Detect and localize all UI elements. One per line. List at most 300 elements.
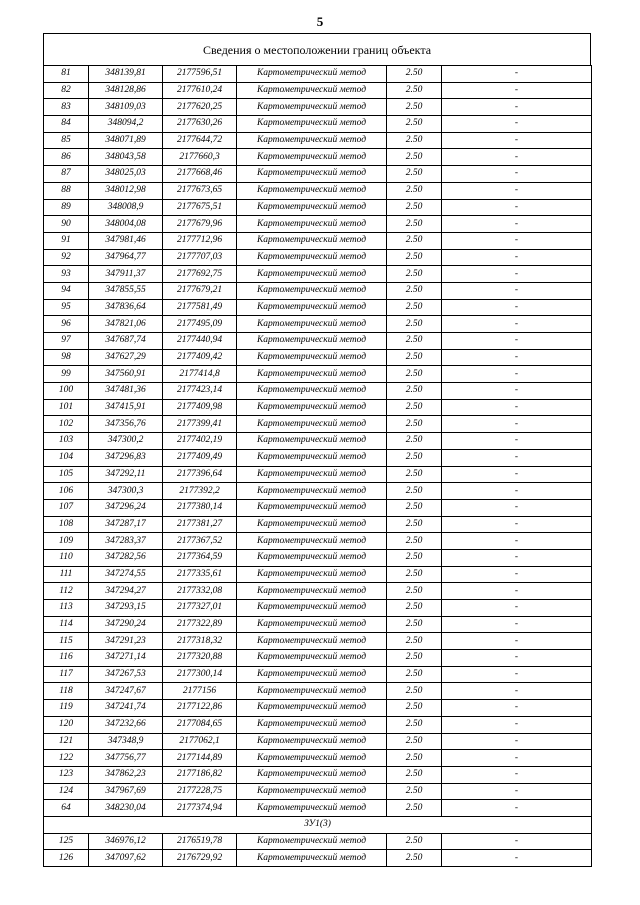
cell-point-number: 87 [44, 166, 89, 183]
cell-coordinate-x: 347627,29 [89, 349, 163, 366]
cell-accuracy: 2.50 [387, 249, 442, 266]
cell-coordinate-x: 347290,24 [89, 616, 163, 633]
cell-coordinate-x: 347097,62 [89, 850, 163, 867]
cell-note: - [442, 149, 592, 166]
cell-coordinate-x: 347560,91 [89, 366, 163, 383]
cell-point-number: 113 [44, 600, 89, 617]
cell-method: Картометрический метод [237, 349, 387, 366]
cell-point-number: 117 [44, 666, 89, 683]
cell-method: Картометрический метод [237, 149, 387, 166]
cell-method: Картометрический метод [237, 783, 387, 800]
cell-point-number: 106 [44, 483, 89, 500]
cell-accuracy: 2.50 [387, 583, 442, 600]
cell-accuracy: 2.50 [387, 316, 442, 333]
cell-accuracy: 2.50 [387, 800, 442, 817]
cell-accuracy: 2.50 [387, 783, 442, 800]
cell-coordinate-y: 2177660,3 [163, 149, 237, 166]
cell-coordinate-x: 348043,58 [89, 149, 163, 166]
cell-coordinate-x: 347296,83 [89, 449, 163, 466]
cell-coordinate-y: 2177186,82 [163, 766, 237, 783]
cell-accuracy: 2.50 [387, 266, 442, 283]
cell-accuracy: 2.50 [387, 766, 442, 783]
cell-method: Картометрический метод [237, 516, 387, 533]
cell-point-number: 86 [44, 149, 89, 166]
cell-note: - [442, 349, 592, 366]
cell-coordinate-y: 2177062,1 [163, 733, 237, 750]
cell-coordinate-x: 347287,17 [89, 516, 163, 533]
cell-method: Картометрический метод [237, 132, 387, 149]
cell-method: Картометрический метод [237, 800, 387, 817]
cell-method: Картометрический метод [237, 683, 387, 700]
cell-note: - [442, 666, 592, 683]
cell-coordinate-y: 2177409,42 [163, 349, 237, 366]
cell-note: - [442, 616, 592, 633]
cell-point-number: 88 [44, 182, 89, 199]
cell-coordinate-y: 2177414,8 [163, 366, 237, 383]
cell-point-number: 112 [44, 583, 89, 600]
cell-coordinate-y: 2177630,26 [163, 116, 237, 133]
cell-accuracy: 2.50 [387, 366, 442, 383]
cell-point-number: 94 [44, 282, 89, 299]
cell-accuracy: 2.50 [387, 132, 442, 149]
cell-point-number: 109 [44, 533, 89, 550]
cell-method: Картометрический метод [237, 366, 387, 383]
cell-point-number: 82 [44, 82, 89, 99]
cell-coordinate-y: 2177374,94 [163, 800, 237, 817]
table-row [44, 800, 592, 817]
cell-coordinate-x: 347981,46 [89, 232, 163, 249]
cell-coordinate-x: 347232,66 [89, 716, 163, 733]
cell-coordinate-y: 2177409,49 [163, 449, 237, 466]
table-row [44, 449, 592, 466]
cell-coordinate-y: 2177327,01 [163, 600, 237, 617]
cell-point-number: 107 [44, 499, 89, 516]
cell-point-number: 111 [44, 566, 89, 583]
cell-coordinate-y: 2177156 [163, 683, 237, 700]
cell-note: - [442, 833, 592, 850]
cell-coordinate-x: 347964,77 [89, 249, 163, 266]
cell-method: Картометрический метод [237, 766, 387, 783]
cell-coordinate-x: 348230,04 [89, 800, 163, 817]
cell-method: Картометрический метод [237, 449, 387, 466]
cell-point-number: 96 [44, 316, 89, 333]
cell-coordinate-x: 347356,76 [89, 416, 163, 433]
cell-accuracy: 2.50 [387, 232, 442, 249]
cell-method: Картометрический метод [237, 199, 387, 216]
cell-point-number: 90 [44, 216, 89, 233]
table-row [44, 750, 592, 767]
table-row [44, 149, 592, 166]
cell-accuracy: 2.50 [387, 566, 442, 583]
cell-coordinate-x: 347756,77 [89, 750, 163, 767]
cell-accuracy: 2.50 [387, 750, 442, 767]
cell-accuracy: 2.50 [387, 549, 442, 566]
table-row [44, 533, 592, 550]
cell-note: - [442, 449, 592, 466]
cell-note: - [442, 516, 592, 533]
cell-accuracy: 2.50 [387, 199, 442, 216]
cell-note: - [442, 783, 592, 800]
cell-coordinate-x: 346976,12 [89, 833, 163, 850]
table-row [44, 566, 592, 583]
cell-coordinate-x: 347294,27 [89, 583, 163, 600]
table-row [44, 633, 592, 650]
cell-note: - [442, 199, 592, 216]
cell-coordinate-y: 2177380,14 [163, 499, 237, 516]
cell-coordinate-y: 2176729,92 [163, 850, 237, 867]
cell-coordinate-y: 2177440,94 [163, 333, 237, 350]
table-row [44, 299, 592, 316]
cell-method: Картометрический метод [237, 333, 387, 350]
boundary-table [43, 65, 592, 867]
cell-method: Картометрический метод [237, 700, 387, 717]
cell-coordinate-x: 347300,2 [89, 433, 163, 450]
cell-note: - [442, 333, 592, 350]
cell-method: Картометрический метод [237, 232, 387, 249]
cell-method: Картометрический метод [237, 399, 387, 416]
table-row [44, 416, 592, 433]
cell-accuracy: 2.50 [387, 516, 442, 533]
cell-method: Картометрический метод [237, 850, 387, 867]
cell-accuracy: 2.50 [387, 416, 442, 433]
cell-coordinate-x: 347836,64 [89, 299, 163, 316]
table-row [44, 833, 592, 850]
cell-note: - [442, 66, 592, 83]
cell-coordinate-y: 2177675,51 [163, 199, 237, 216]
cell-point-number: 89 [44, 199, 89, 216]
cell-point-number: 100 [44, 383, 89, 400]
cell-method: Картометрический метод [237, 82, 387, 99]
cell-accuracy: 2.50 [387, 683, 442, 700]
cell-note: - [442, 232, 592, 249]
cell-coordinate-y: 2177322,89 [163, 616, 237, 633]
cell-point-number: 105 [44, 466, 89, 483]
cell-method: Картометрический метод [237, 466, 387, 483]
table-row [44, 132, 592, 149]
cell-point-number: 123 [44, 766, 89, 783]
cell-point-number: 120 [44, 716, 89, 733]
cell-method: Картометрический метод [237, 616, 387, 633]
cell-point-number: 102 [44, 416, 89, 433]
cell-accuracy: 2.50 [387, 333, 442, 350]
table-row [44, 783, 592, 800]
cell-method: Картометрический метод [237, 99, 387, 116]
cell-point-number: 85 [44, 132, 89, 149]
cell-coordinate-y: 2177409,98 [163, 399, 237, 416]
cell-point-number: 101 [44, 399, 89, 416]
cell-coordinate-y: 2177707,03 [163, 249, 237, 266]
cell-point-number: 98 [44, 349, 89, 366]
cell-method: Картометрический метод [237, 750, 387, 767]
table-row [44, 766, 592, 783]
cell-point-number: 115 [44, 633, 89, 650]
table-row [44, 616, 592, 633]
cell-accuracy: 2.50 [387, 700, 442, 717]
cell-method: Картометрический метод [237, 549, 387, 566]
cell-note: - [442, 850, 592, 867]
cell-coordinate-x: 348025,03 [89, 166, 163, 183]
cell-coordinate-x: 347855,55 [89, 282, 163, 299]
cell-coordinate-y: 2177620,25 [163, 99, 237, 116]
cell-coordinate-x: 347247,67 [89, 683, 163, 700]
cell-note: - [442, 399, 592, 416]
cell-method: Картометрический метод [237, 433, 387, 450]
cell-accuracy: 2.50 [387, 82, 442, 99]
cell-note: - [442, 116, 592, 133]
cell-accuracy: 2.50 [387, 733, 442, 750]
table-row [44, 99, 592, 116]
cell-note: - [442, 383, 592, 400]
cell-coordinate-x: 347300,3 [89, 483, 163, 500]
cell-point-number: 95 [44, 299, 89, 316]
table-row [44, 700, 592, 717]
cell-accuracy: 2.50 [387, 66, 442, 83]
table-row [44, 549, 592, 566]
cell-coordinate-x: 347292,11 [89, 466, 163, 483]
cell-coordinate-y: 2177364,59 [163, 549, 237, 566]
cell-accuracy: 2.50 [387, 299, 442, 316]
table-row [44, 66, 592, 83]
cell-accuracy: 2.50 [387, 349, 442, 366]
cell-coordinate-y: 2177712,96 [163, 232, 237, 249]
cell-method: Картометрический метод [237, 566, 387, 583]
cell-note: - [442, 249, 592, 266]
cell-coordinate-x: 348094,2 [89, 116, 163, 133]
cell-coordinate-y: 2177423,14 [163, 383, 237, 400]
cell-coordinate-x: 348071,89 [89, 132, 163, 149]
cell-note: - [442, 216, 592, 233]
cell-point-number: 110 [44, 549, 89, 566]
table-row [44, 116, 592, 133]
cell-point-number: 84 [44, 116, 89, 133]
cell-coordinate-y: 2177122,86 [163, 700, 237, 717]
table-caption: Сведения о местоположении границ объекта [43, 33, 591, 65]
cell-point-number: 83 [44, 99, 89, 116]
cell-accuracy: 2.50 [387, 166, 442, 183]
table-row [44, 516, 592, 533]
cell-coordinate-y: 2177144,89 [163, 750, 237, 767]
cell-note: - [442, 299, 592, 316]
cell-point-number: 104 [44, 449, 89, 466]
cell-accuracy: 2.50 [387, 483, 442, 500]
cell-coordinate-x: 347415,91 [89, 399, 163, 416]
cell-method: Картометрический метод [237, 666, 387, 683]
cell-point-number: 99 [44, 366, 89, 383]
cell-note: - [442, 600, 592, 617]
cell-coordinate-y: 2177367,52 [163, 533, 237, 550]
cell-coordinate-y: 2177402,19 [163, 433, 237, 450]
cell-note: - [442, 266, 592, 283]
cell-accuracy: 2.50 [387, 449, 442, 466]
cell-coordinate-y: 2177644,72 [163, 132, 237, 149]
table-row [44, 249, 592, 266]
table-row [44, 182, 592, 199]
cell-coordinate-y: 2177692,75 [163, 266, 237, 283]
cell-point-number: 118 [44, 683, 89, 700]
cell-accuracy: 2.50 [387, 850, 442, 867]
cell-accuracy: 2.50 [387, 650, 442, 667]
cell-accuracy: 2.50 [387, 433, 442, 450]
cell-point-number: 93 [44, 266, 89, 283]
cell-coordinate-y: 2177381,27 [163, 516, 237, 533]
cell-accuracy: 2.50 [387, 282, 442, 299]
table-row [44, 716, 592, 733]
cell-note: - [442, 683, 592, 700]
table-row [44, 666, 592, 683]
cell-note: - [442, 433, 592, 450]
table-row [44, 383, 592, 400]
table-row [44, 850, 592, 867]
cell-method: Картометрический метод [237, 66, 387, 83]
cell-method: Картометрический метод [237, 116, 387, 133]
table-row [44, 316, 592, 333]
cell-method: Картометрический метод [237, 282, 387, 299]
cell-coordinate-y: 2177396,64 [163, 466, 237, 483]
cell-accuracy: 2.50 [387, 666, 442, 683]
cell-accuracy: 2.50 [387, 216, 442, 233]
cell-coordinate-y: 2177318,32 [163, 633, 237, 650]
cell-coordinate-x: 347821,06 [89, 316, 163, 333]
table-row [44, 466, 592, 483]
cell-coordinate-x: 347293,15 [89, 600, 163, 617]
table-row [44, 82, 592, 99]
cell-note: - [442, 533, 592, 550]
cell-note: - [442, 766, 592, 783]
table-row [44, 166, 592, 183]
table-row [44, 199, 592, 216]
table-row [44, 216, 592, 233]
table-row [44, 583, 592, 600]
cell-coordinate-x: 347282,56 [89, 549, 163, 566]
cell-coordinate-y: 2177320,88 [163, 650, 237, 667]
cell-method: Картометрический метод [237, 499, 387, 516]
cell-point-number: 81 [44, 66, 89, 83]
cell-point-number: 116 [44, 650, 89, 667]
cell-accuracy: 2.50 [387, 182, 442, 199]
table-row [44, 733, 592, 750]
cell-point-number: 92 [44, 249, 89, 266]
cell-coordinate-x: 348012,98 [89, 182, 163, 199]
table-row [44, 333, 592, 350]
cell-note: - [442, 549, 592, 566]
table-row [44, 683, 592, 700]
cell-point-number: 103 [44, 433, 89, 450]
cell-coordinate-x: 347267,53 [89, 666, 163, 683]
cell-accuracy: 2.50 [387, 616, 442, 633]
cell-point-number: 108 [44, 516, 89, 533]
cell-note: - [442, 132, 592, 149]
cell-coordinate-y: 2177668,46 [163, 166, 237, 183]
cell-coordinate-y: 2177332,08 [163, 583, 237, 600]
cell-method: Картометрический метод [237, 383, 387, 400]
document-sheet [43, 33, 591, 867]
table-row [44, 399, 592, 416]
cell-method: Картометрический метод [237, 299, 387, 316]
cell-coordinate-x: 347687,74 [89, 333, 163, 350]
cell-coordinate-x: 347291,23 [89, 633, 163, 650]
cell-accuracy: 2.50 [387, 383, 442, 400]
cell-coordinate-y: 2177581,49 [163, 299, 237, 316]
cell-note: - [442, 733, 592, 750]
cell-coordinate-y: 2177495,09 [163, 316, 237, 333]
cell-point-number: 91 [44, 232, 89, 249]
cell-method: Картометрический метод [237, 483, 387, 500]
table-row [44, 266, 592, 283]
cell-coordinate-y: 2177596,51 [163, 66, 237, 83]
cell-note: - [442, 700, 592, 717]
table-row [44, 366, 592, 383]
table-row [44, 232, 592, 249]
cell-accuracy: 2.50 [387, 499, 442, 516]
cell-method: Картометрический метод [237, 650, 387, 667]
cell-method: Картометрический метод [237, 166, 387, 183]
cell-coordinate-x: 347862,23 [89, 766, 163, 783]
cell-coordinate-x: 347274,55 [89, 566, 163, 583]
cell-point-number: 121 [44, 733, 89, 750]
cell-coordinate-y: 2177228,75 [163, 783, 237, 800]
cell-method: Картометрический метод [237, 316, 387, 333]
cell-coordinate-y: 2177399,41 [163, 416, 237, 433]
cell-method: Картометрический метод [237, 416, 387, 433]
cell-note: - [442, 499, 592, 516]
cell-coordinate-y: 2177673,65 [163, 182, 237, 199]
cell-accuracy: 2.50 [387, 466, 442, 483]
cell-coordinate-x: 348004,08 [89, 216, 163, 233]
table-row [44, 600, 592, 617]
cell-note: - [442, 166, 592, 183]
cell-note: - [442, 716, 592, 733]
cell-coordinate-y: 2177335,61 [163, 566, 237, 583]
cell-method: Картометрический метод [237, 533, 387, 550]
cell-note: - [442, 566, 592, 583]
table-row [44, 349, 592, 366]
cell-coordinate-x: 347296,24 [89, 499, 163, 516]
cell-coordinate-x: 347481,36 [89, 383, 163, 400]
cell-method: Картометрический метод [237, 216, 387, 233]
cell-method: Картометрический метод [237, 600, 387, 617]
cell-method: Картометрический метод [237, 833, 387, 850]
section-row [44, 816, 592, 833]
cell-accuracy: 2.50 [387, 149, 442, 166]
cell-coordinate-x: 347283,37 [89, 533, 163, 550]
page-number: 5 [316, 14, 324, 29]
table-row [44, 433, 592, 450]
cell-point-number: 114 [44, 616, 89, 633]
cell-accuracy: 2.50 [387, 533, 442, 550]
cell-coordinate-x: 347348,9 [89, 733, 163, 750]
cell-accuracy: 2.50 [387, 116, 442, 133]
cell-point-number: 64 [44, 800, 89, 817]
table-row [44, 499, 592, 516]
cell-accuracy: 2.50 [387, 600, 442, 617]
cell-accuracy: 2.50 [387, 99, 442, 116]
cell-coordinate-y: 2176519,78 [163, 833, 237, 850]
cell-note: - [442, 800, 592, 817]
cell-coordinate-x: 347967,69 [89, 783, 163, 800]
cell-accuracy: 2.50 [387, 633, 442, 650]
cell-coordinate-y: 2177300,14 [163, 666, 237, 683]
cell-note: - [442, 466, 592, 483]
cell-coordinate-y: 2177610,24 [163, 82, 237, 99]
table-row [44, 650, 592, 667]
cell-coordinate-x: 347241,74 [89, 700, 163, 717]
cell-coordinate-x: 348008,9 [89, 199, 163, 216]
cell-coordinate-x: 348139,81 [89, 66, 163, 83]
cell-note: - [442, 750, 592, 767]
cell-method: Картометрический метод [237, 583, 387, 600]
cell-coordinate-x: 348128,86 [89, 82, 163, 99]
cell-note: - [442, 650, 592, 667]
